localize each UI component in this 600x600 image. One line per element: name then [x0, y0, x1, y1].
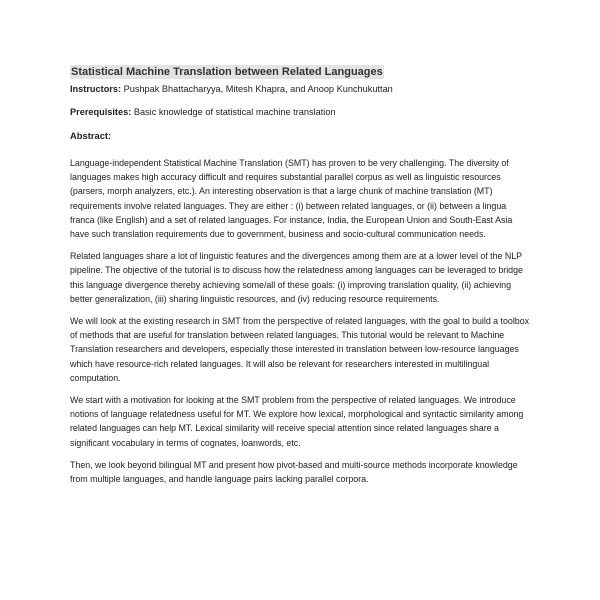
prerequisites-value: Basic knowledge of statistical machine translation: [131, 107, 336, 117]
document-page: [70, 62, 532, 494]
prerequisites-line: [70, 106, 532, 119]
abstract-paragraph: Related languages share a lot of linguistic features and the divergences among them are at a lower level of the NLP pipeline. The objective of the tutorial is to discuss how the relatedness among languages can be leveraged to bridge this language divergence thereby achieving some/all of these goals: (i) improving translation quality, (ii) achieving better generalization, (iii) sharing linguistic resources, and (iv) reducing resource requirements.: [70, 251, 523, 304]
abstract-paragraph: We start with a motivation for looking at the SMT problem from the perspective of related languages. We introduce notions of language relatedness useful for MT. We explore how lexical, morphological and syntactic similarity among related languages can help MT. Lexical similarity will receive special attention since related languages share a significant vocabulary in terms of cognates, loanwords, etc.: [70, 395, 524, 448]
document-title: Statistical Machine Translation between Related Languages: [71, 66, 383, 78]
abstract-paragraph: Then, we look beyond bilingual MT and present how pivot-based and multi-source methods incorporate knowledge from multiple languages, and handle language pairs lacking parallel corpora.: [70, 459, 518, 485]
abstract-heading: Abstract:: [70, 130, 112, 141]
prerequisites-label: Prerequisites:: [70, 107, 132, 117]
instructors-label: Instructors:: [70, 84, 122, 94]
instructors-line: [70, 83, 532, 96]
abstract-paragraph: Language-independent Statistical Machine Translation (SMT) has proven to be very challenging. The diversity of languages makes high accuracy difficult and requires substantial parallel corpus as well as linguistic resources (parsers, morph analyzers, etc.). An interesting observation is that a large chunk of machine translation (MT) requirements involve related languages. They are either : (i) between related languages, or (ii) between a lingua franca (like English) and a set of related languages. For instance, India, the European Union and South-East Asia have such translation requirements due to government, business and socio-cultural communication needs.: [70, 158, 513, 240]
abstract-paragraph: We will look at the existing research in SMT from the perspective of related languages, with the goal to build a toolbox of methods that are useful for translation between related languages. This tutorial would be relevant to Machine Translation researchers and developers, especially those interested in translation between low-resource languages which have resource-rich related languages. It will also be relevant for researchers interested in multilingual computation.: [70, 316, 530, 383]
instructors-value: Pushpak Bhattacharyya, Mitesh Khapra, and Anoop Kunchukuttan: [121, 84, 393, 94]
